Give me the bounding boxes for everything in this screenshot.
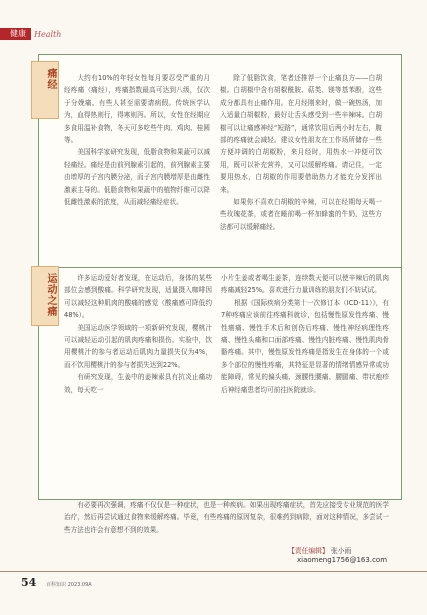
section-tag: 健康 (0, 28, 31, 40)
page-number: 54 (21, 576, 37, 589)
box-label-text: 运动之痛 (45, 273, 56, 317)
paragraph: 根据《国际疾病分类第十一次修订本（ICD-11）》，有7种疼痛应该前往疼痛科就诊，包括慢性原发性疼痛、慢性癌痛、慢性手术后和创伤后疼痛、慢性神经病理性疼痛、慢性头痛和口面部疼痛、慢性内脏疼痛、慢性肌肉骨骼疼痛。其中，慢性原发性疼痛是指发生在身体的一个或多个部位的慢性疼痛，其特征是显著的情绪情感异常或功能障碍，常见的偏头痛、颈腰性腰痛、腰腿痛、带状疱疹后神经痛患者均可前往医院就诊。 (221, 298, 389, 394)
closing-paragraph (64, 499, 389, 536)
magazine-issue: 百科知识 2023.09A (46, 582, 92, 588)
editor-email: xiaomeng1756@163.com (297, 556, 388, 564)
editor-credit (288, 545, 351, 555)
editor-label: 【责任编辑】 (288, 547, 329, 555)
footer-divider (0, 571, 427, 572)
box-label-dysmenorrhea (31, 61, 59, 119)
box2-right-column (221, 272, 389, 396)
paragraph: 小片生姜或者喝生姜茶，连续数天便可以使辛辣后的肌肉疼痛减轻25%。喜欢进行力量训练的朋友们不妨试试。 (221, 274, 389, 295)
editor-name: 张小雨 (330, 547, 352, 555)
box-label-exercise-pain (31, 266, 59, 326)
paragraph: 许多运动爱好者发现，在运动后，身体的某些部位会感到酸痛。科学研究发现，适量摄入咖啡因可以减轻这种肌肉的酸痛的感觉（酸痛感可降低约48%）。 (64, 274, 212, 320)
paragraph: 美国科学家研究发现，低脂食物和果蔬可以减轻痛经。痛经是由前列腺素引起的，前列腺素主要由增厚的子宫内膜分泌，而子宫内膜增厚是由雌性激素主导的。低脂食物和果蔬中的植物纤维可以降低雌性激素的浓度，从而减轻痛经症状。 (64, 148, 210, 207)
paragraph: 有必要再次强调，疼痛不仅仅是一种症状，也是一种疾病。如果出现疼痛症状，首先应接受专业规范的医学治疗，然后再尝试通过食物来缓解疼痛。毕竟，有些疼痛的原因复杂，很难药到病除，面对这种情况，多尝试一些方法也许会有意想不到的效果。 (64, 501, 389, 534)
box2-left-column (64, 272, 212, 396)
paragraph: 有研究发现，生姜中的姜辣素具有抗炎止痛功效，每天吃一 (64, 373, 212, 394)
section-header (0, 27, 61, 41)
box-label-text: 痛经 (45, 68, 56, 90)
section-name: Health (34, 29, 62, 39)
box1-left-column (64, 72, 210, 208)
paragraph: 如果你不喜欢白胡椒的辛辣，可以在经期每天喝一些玫瑰花茶，或者在睡前喝一杯加蜂蜜的牛奶，这些方法都可以缓解痛经。 (220, 198, 382, 231)
box1-right-column (220, 72, 382, 233)
paragraph: 美国运动医学领域的一项新研究发现，樱桃汁可以减轻运动引起的肌肉疼痛和损伤。实验中，饮用樱桃汁的参与者运动后肌肉力量损失仅为4%，而不饮用樱桃汁的参与者损失达到22%。 (64, 323, 212, 369)
paragraph: 大约有10%的年轻女性每月要忍受严重的月经疼痛（痛经），疼痛指数最高可达到八级，仅次于分娩痛。有些人甚至需要请病假。传统医学认为，血得热则行，得寒则泻。所以，女性在经期应多食用温补食物，冬天可多吃些牛肉、鸡肉、桂圆等。 (64, 74, 210, 145)
paragraph: 除了低脂饮食，笔者还推荐一个止痛良方——白胡椒。白胡椒中含有胡椒酰胺、萜类、镁等基苯酚，这些成分都具有止痛作用。在月经刚来时，做一碗热汤，加入适量白胡椒粉，最好让舌头感受到一些辛辣味。白胡椒可以让痛感神经“短路”，通常饮用后两小时左右，腹部的疼痛就会减轻。建议女性朋友在工作场所储存一些方便冲调的白胡椒粉，来月经时，用热水一冲便可饮用，既可以补充营养，又可以缓解疼痛。请记住，一定要用热水，白胡椒的作用要借助热力才能充分发挥出来。 (220, 74, 382, 194)
